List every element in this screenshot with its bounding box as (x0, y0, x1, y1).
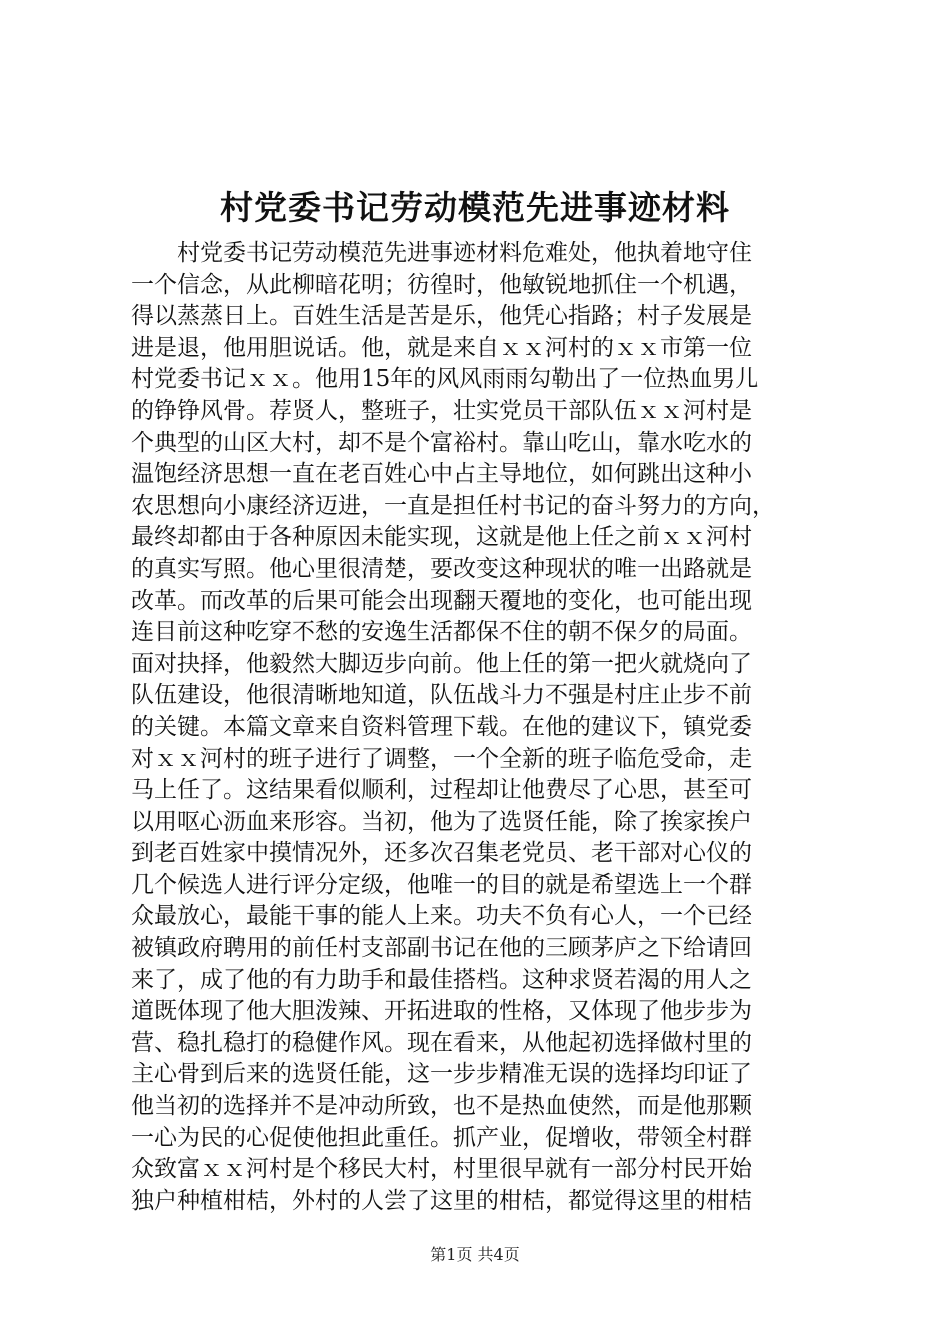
body-line: 被镇政府聘用的前任村支部副书记在他的三顾茅庐之下给请回 (131, 935, 752, 962)
body-line: 得以蒸蒸日上。百姓生活是苦是乐，他凭心指路；村子发展是 (131, 303, 752, 330)
body-line: 营、稳扎稳打的稳健作风。现在看来，从他起初选择做村里的 (131, 1029, 752, 1056)
body-line: 到老百姓家中摸情况外，还多次召集老党员、老干部对心仪的 (131, 840, 752, 867)
body-line: 农思想向小康经济迈进，一直是担任村书记的奋斗努力的方向， (131, 492, 775, 519)
body-line: 他当初的选择并不是冲动所致，也不是热血使然，而是他那颗 (131, 1093, 752, 1120)
body-line: 众最放心，最能干事的能人上来。功夫不负有心人，一个已经 (131, 903, 752, 930)
body-line: 来了，成了他的有力助手和最佳搭档。这种求贤若渴的用人之 (131, 966, 752, 993)
body-line: 一个信念，从此柳暗花明；彷徨时，他敏锐地抓住一个机遇， (131, 271, 752, 298)
body-line: 面对抉择，他毅然大脚迈步向前。他上任的第一把火就烧向了 (131, 650, 752, 677)
body-line: 以用呕心沥血来形容。当初，他为了选贤任能，除了挨家挨户 (131, 808, 752, 835)
body-line: 改革。而改革的后果可能会出现翻天覆地的变化，也可能出现 (131, 587, 752, 614)
body-line: 最终却都由于各种原因未能实现，这就是他上任之前ｘｘ河村 (131, 524, 752, 551)
document-body (131, 238, 831, 1217)
body-line: 道既体现了他大胆泼辣、开拓进取的性格，又体现了他步步为 (131, 998, 752, 1025)
body-line: 温饱经济思想一直在老百姓心中占主导地位，如何跳出这种小 (131, 461, 752, 488)
body-line: 的铮铮风骨。荐贤人，整班子，壮实党员干部队伍ｘｘ河村是 (131, 397, 752, 424)
body-line: 众致富ｘｘ河村是个移民大村，村里很早就有一部分村民开始 (131, 1156, 752, 1183)
body-line: 个典型的山区大村，却不是个富裕村。靠山吃山，靠水吃水的 (131, 429, 752, 456)
body-line: 连目前这种吃穿不愁的安逸生活都保不住的朝不保夕的局面。 (131, 619, 752, 646)
page-number-footer: 第1页 共4页 (430, 1245, 520, 1264)
body-line: 一心为民的心促使他担此重任。抓产业，促增收，带领全村群 (131, 1124, 752, 1151)
body-line: 的关键。本篇文章来自资料管理下载。在他的建议下，镇党委 (131, 713, 752, 740)
body-line: 主心骨到后来的选贤任能，这一步步精准无误的选择均印证了 (131, 1061, 752, 1088)
document-title: 村党委书记劳动模范先进事迹材料 (220, 188, 730, 227)
body-line: 的真实写照。他心里很清楚，要改变这种现状的唯一出路就是 (131, 555, 752, 582)
body-line: 几个候选人进行评分定级，他唯一的目的就是希望选上一个群 (131, 871, 752, 898)
body-line: 村党委书记劳动模范先进事迹材料危难处，他执着地守住 (177, 240, 752, 266)
body-line: 队伍建设，他很清晰地知道，队伍战斗力不强是村庄止步不前 (131, 682, 752, 709)
body-line: 对ｘｘ河村的班子进行了调整，一个全新的班子临危受命，走 (131, 745, 752, 772)
body-line: 村党委书记ｘｘ。他用15年的风风雨雨勾勒出了一位热血男儿 (131, 366, 759, 393)
body-line: 独户种植柑桔，外村的人尝了这里的柑桔，都觉得这里的柑桔 (131, 1187, 752, 1214)
body-line: 马上任了。这结果看似顺利，过程却让他费尽了心思，甚至可 (131, 777, 752, 804)
body-line: 进是退，他用胆说话。他，就是来自ｘｘ河村的ｘｘ市第一位 (131, 334, 752, 361)
